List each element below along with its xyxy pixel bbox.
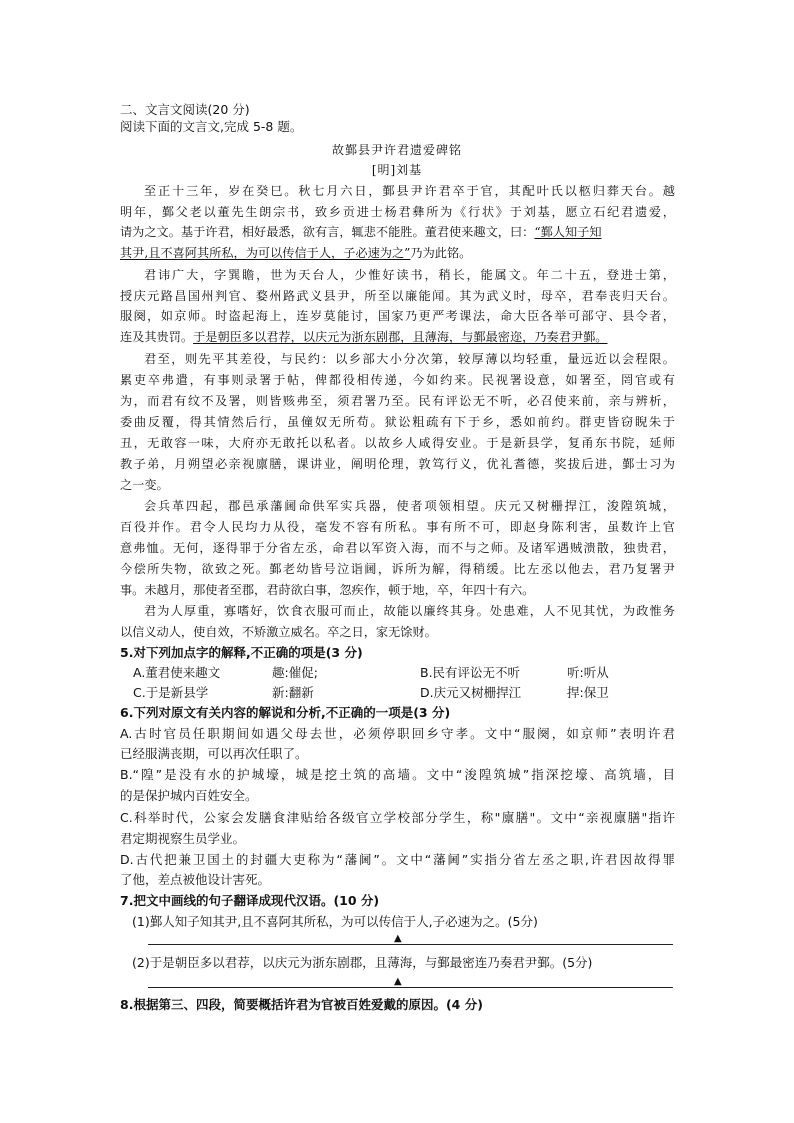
section-heading: 二、文言文阅读(20 分) [120,102,250,117]
passage-line: 事。未越月，那使者至郡，君莳欲白事，忽疾作，顿于地，卒，年四十有六。 [120,583,535,597]
passage-line: 委曲反覆，得其情然后行，虽僮奴无所苟。狱讼粗疏有下于乡，悉如前约。群吏皆窃睨朱于 [120,415,675,429]
passage-line: 累吏卒弗遣，有事则录署于帖，俾都役相传递，今如约来。民视署设意，如署至，罔官或有 [120,373,675,387]
q6-option-c-cont: 君定期视察生员学业。 [120,831,246,846]
passage-line: 至正十三年，岁在癸巳。秋七月六日，鄞县尹许君卒于官，其配叶氏以柩归葬天台。越 [144,184,675,198]
q6-option-b-cont: 的是保护城内百姓安全。 [120,788,258,803]
q7-sentence-1: (1)鄞人知子知其尹,且不喜阿其所私，为可以传信于人,子必速为之。(5分) [132,914,538,929]
passage-line: 君讳广大，字巽瞻，世为天台人，少惟好读书，稍长，能属文。年二十五，登进士第， [144,268,675,282]
passage-line: 君至，则先平其差役，与民约：以乡部大小分次第，较厚薄以均轻重，量远近以会程限。 [144,352,675,366]
passage-line-text: 乃为此铭。 [410,246,472,260]
q5-option-d: D.庆元又树栅捍江 [420,685,522,700]
q6-option-a: A.古时官员任职期间如遇父母去世，必须停职回乡守孝。文中“服阕，如京师”表明许君 [120,726,675,741]
q6-option-c: C.科举时代，公家会发膳食津贴给各级官立学校部分学生，称"廪膳"。文中“亲视廪膳"指许 [120,810,675,825]
answer-line-1[interactable] [148,944,673,945]
q5-option-b-gloss: 听:听从 [567,665,609,680]
passage-line: 服阕，如京师。时盗起海上，连岁莫能讨，国家乃更严考课法，命大臣各举可部守、县令者， [120,309,675,323]
passage-line: 明年，鄞父老以董先生朗宗书，致乡贡进士杨君彝所为《行状》于刘基，愿立石纪君遗爱， [120,205,675,219]
q6-option-a-cont: 已经服满丧期，可以再次任职了。 [120,746,308,761]
passage-line-composite [120,328,608,345]
question-5-stem: 5.对下列加点字的解释,不正确的项是(3 分) [120,645,363,660]
passage-title: 故鄞县尹许君遗爱碑铭 [331,143,462,157]
passage-line-text: 请为之文。基于许君，相好最悉，欲有言，辄悲不能胜。董君使来趣文，曰： [120,225,535,239]
section-instruction: 阅读下面的文言文,完成 5-8 题。 [120,119,303,134]
passage-line: 教子弟，月朔望必亲视廪膳，课讲业，阐明伦理，敦笃行义，优礼耆德，奖拔后进，鄞士习为 [120,457,675,471]
passage-line: 百役并作。君令人民均力从役，毫发不容有所私。事有所不可，即赵身陈利害，虽数许上官 [120,520,675,534]
q6-option-b: B.“隍”是没有水的护城壕，城是挖土筑的高墙。文中“浚隍筑城”指深挖壕、高筑墙，目 [120,767,675,782]
answer-line-2[interactable] [148,987,673,988]
passage-line: 会兵革四起，郡邑承藩阃命供军实兵器，使者项领相望。庆元又树栅捍江，浚隍筑城， [144,499,675,513]
passage-line-composite [120,223,675,240]
q5-option-a: A.董君使来趣文 [133,665,221,680]
q5-option-c-gloss: 新:翻新 [272,685,314,700]
question-7-stem: 7.把文中画线的句子翻译成现代汉语。(10 分) [120,893,380,908]
passage-line-text: 连及其贵罚。 [120,330,194,344]
underlined-sentence-1a: “鄞人知子知 [534,225,602,239]
passage-line: 今偿所失物，欲致之死。鄞老幼皆号泣诣阃，诉所为解，得稍缓。比左丞以他去，君乃复署尹 [120,562,675,576]
passage-line-composite [120,244,471,261]
passage-line: 以信义动人，使自效，不矫激立威名。卒之日，家无馀财。 [120,625,437,639]
passage-line: 丑，无敢容一味，大府亦无敢托以私者。以故乡人咸得安业。于是新县学，复甬东书院，延师 [120,436,675,450]
q6-option-d-cont: 了他，差点被他设计害死。 [120,872,271,887]
answer-marker-triangle-icon: ▲ [394,976,402,987]
underlined-sentence-2: 于是朝臣多以君荐，以庆元为浙东剧郡，且薄海，与鄞最密迩，乃奏君尹鄞。 [193,330,608,344]
passage-author: [明]刘基 [371,163,423,177]
q5-option-d-gloss: 捍:保卫 [567,685,609,700]
q5-option-a-gloss: 趣:催促; [272,665,318,680]
question-8-stem: 8.根据第三、四段，简要概括许君为官被百姓爱戴的原因。(4 分) [120,997,483,1012]
underlined-sentence-1b: 其尹,且不喜阿其所私，为可以传信于人，子必速为之” [120,246,411,260]
q5-option-c: C.于是新县学 [133,685,209,700]
passage-line: 君为人厚重，寡嗜好，饮食衣服可而止，故能以廉终其身。处患难，人不见其忧，为政惟务 [144,604,675,618]
passage-line: 意弗恤。无何，逐得罪于分省左丞，命君以军资入海，而不与之师。及诸军遇贼溃散，独贵君， [120,541,675,555]
passage-line: 授庆元路昌国州判官、婺州路武义县尹，所至以廉能闻。其为武义时，母卒，君奉丧归天台。 [120,289,675,303]
q7-sentence-2: (2)于是朝臣多以君荐，以庆元为浙东剧郡，且薄海，与鄞最密连乃奏君尹鄞。(5分) [132,955,593,970]
question-6-stem: 6.下列对原文有关内容的解说和分析,不正确的一项是(3 分) [120,705,451,720]
answer-marker-triangle-icon: ▲ [394,933,402,944]
passage-line: 之一变。 [120,478,169,492]
passage-line: 为，而君有纹不及署，则皆赅弗至，须君署乃至。民有评讼无不听，必召使来前，亲与辨析， [120,394,675,408]
q6-option-d: D.古代把兼卫国土的封疆大吏称为“藩阃”。文中“藩阃”实指分省左丞之职,许君因故得罪 [120,852,675,867]
q5-option-b: B.民有评讼无不听 [420,665,521,680]
